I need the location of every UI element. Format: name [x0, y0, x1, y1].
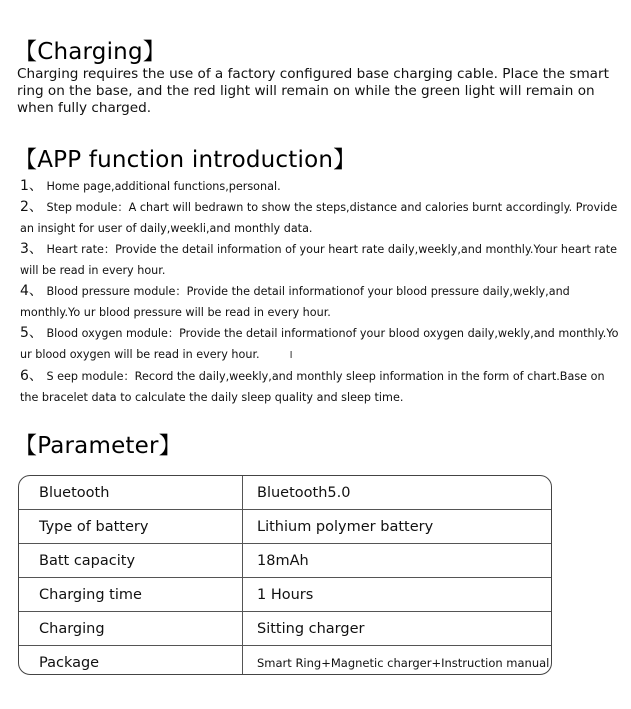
table-row — [19, 646, 551, 676]
charging-description: Charging requires the use of a factory configured base charging cable. Place the smart ring on the base, and the red light will remain on while the green light will remain on when fully charged. — [17, 66, 609, 116]
app-function-heading: 【APP function introduction】 — [14, 147, 357, 173]
item-number: 3、 — [20, 241, 43, 257]
param-key: Charging — [19, 612, 243, 646]
table-row — [19, 578, 551, 612]
param-key: Bluetooth — [19, 476, 243, 510]
table-row — [19, 476, 551, 510]
item-text: Blood pressure module：Provide the detail informationof your blood pressure daily,wekly,and monthly.Yo ur blood pressure will be read in every hour. — [20, 285, 570, 319]
param-key: Type of battery — [19, 510, 243, 544]
parameter-table — [18, 475, 552, 675]
item-text: Home page,additional functions,personal. — [42, 180, 281, 193]
param-value: Bluetooth5.0 — [243, 476, 552, 510]
param-value: Lithium polymer battery — [243, 510, 552, 544]
table-row — [19, 612, 551, 646]
list-item — [20, 239, 620, 281]
text-cursor-mark: I — [289, 350, 293, 361]
param-value: 1 Hours — [243, 578, 552, 612]
item-number: 4、 — [20, 283, 43, 299]
list-item — [20, 366, 620, 408]
list-item — [20, 197, 620, 239]
list-item — [20, 323, 620, 366]
item-text: Step module：A chart will bedrawn to show the steps,distance and calories burnt accordingly. Provide an insight for user of daily,weekli,and monthly data. — [20, 201, 618, 235]
item-number: 2、 — [20, 199, 43, 215]
item-text: S eep module：Record the daily,weekly,and monthly sleep information in the form of chart.Base on the bracelet data to calculate the daily sleep quality and sleep time. — [20, 370, 605, 404]
table-row — [19, 510, 551, 544]
app-function-list — [20, 176, 620, 408]
item-number: 1、 — [20, 178, 43, 194]
item-text: Heart rate：Provide the detail information of your heart rate daily,weekly,and monthly.Your heart rate will be read in every hour. — [20, 243, 618, 277]
item-text: Blood oxygen module：Provide the detail informationof your blood oxygen daily,wekly,and monthly.Yo ur blood oxygen will be read in every hour. — [20, 327, 619, 361]
table-row — [19, 544, 551, 578]
charging-heading: 【Charging】 — [14, 39, 166, 65]
param-value: Sitting charger — [243, 612, 552, 646]
list-item — [20, 281, 620, 323]
list-item — [20, 176, 620, 197]
param-key: Charging time — [19, 578, 243, 612]
parameter-heading: 【Parameter】 — [14, 433, 182, 459]
item-number: 5、 — [20, 325, 43, 341]
param-value: 18mAh — [243, 544, 552, 578]
param-key: Batt capacity — [19, 544, 243, 578]
param-key: Package — [19, 646, 243, 676]
item-number: 6、 — [20, 368, 43, 384]
param-value: Smart Ring+Magnetic charger+Instruction manual — [257, 655, 550, 670]
